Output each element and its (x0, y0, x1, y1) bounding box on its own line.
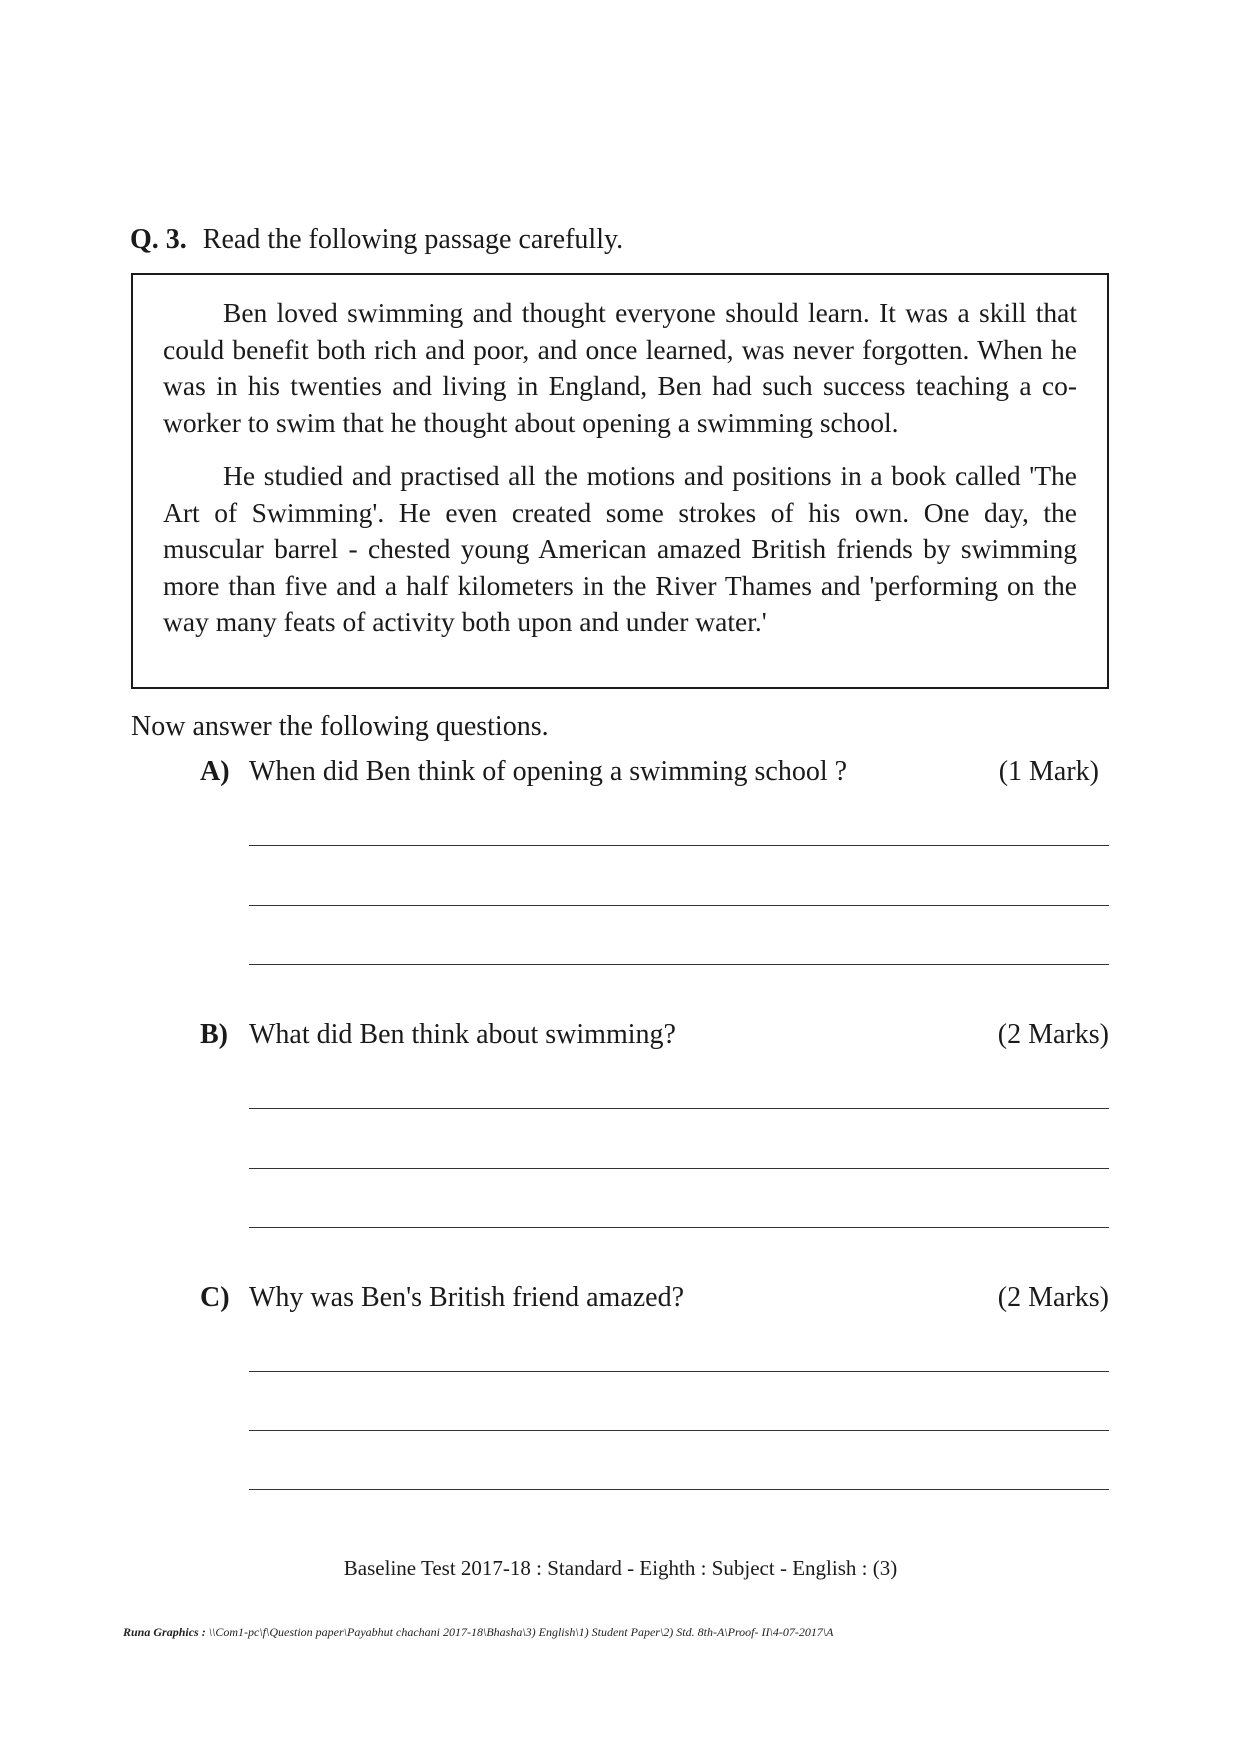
passage-paragraph-1: Ben loved swimming and thought everyone should learn. It was a skill that could benefit both rich and poor, and once learned, was never forgotten. When he was in his twenties and living in England, Ben had such success teaching a co-worker to swim that he thought about opening a swimming school. (163, 297, 1077, 438)
sub-question-text: When did Ben think of opening a swimming school ? (249, 756, 848, 787)
answer-line-b2[interactable] (249, 1168, 1109, 1169)
question-heading (130, 224, 623, 256)
answer-line-a2[interactable] (249, 905, 1109, 906)
sub-question-marks: (2 Marks) (997, 1282, 1109, 1313)
answer-line-c1[interactable] (249, 1371, 1109, 1372)
sub-question-a (200, 756, 1109, 796)
sub-question-text: Why was Ben's British friend amazed? (249, 1282, 685, 1313)
answer-line-a3[interactable] (249, 964, 1109, 965)
sub-question-label: B) (200, 1019, 228, 1050)
page-footer: Baseline Test 2017-18 : Standard - Eighth : Subject - English : (3) (343, 1556, 898, 1580)
answer-instruction: Now answer the following questions. (131, 711, 549, 742)
answer-line-b3[interactable] (249, 1227, 1109, 1228)
sub-question-text: What did Ben think about swimming? (249, 1019, 676, 1050)
sub-question-b (200, 1019, 1109, 1059)
sub-question-c (200, 1282, 1109, 1322)
answer-line-b1[interactable] (249, 1108, 1109, 1109)
credit-path: \\Com1-pc\f\Question paper\Payabhut chachani 2017-18\Bhasha\3) English\1) Student Paper\2) Std. 8th-A\Proof- II\4-07-2017\A (208, 1625, 834, 1639)
sub-question-marks: (2 Marks) (997, 1019, 1109, 1050)
answer-line-c2[interactable] (249, 1430, 1109, 1431)
sub-question-marks: (1 Mark) (998, 756, 1099, 787)
sub-question-label: C) (200, 1282, 230, 1313)
answer-line-c3[interactable] (249, 1489, 1109, 1490)
question-number: Q. 3. (130, 224, 187, 255)
sub-question-label: A) (200, 756, 230, 787)
question-instruction: Read the following passage carefully. (202, 224, 624, 255)
print-credit (123, 1625, 834, 1640)
passage-box (131, 273, 1109, 689)
answer-line-a1[interactable] (249, 845, 1109, 846)
credit-name: Runa Graphics : (123, 1625, 206, 1639)
passage-paragraph-2: He studied and practised all the motions and positions in a book called 'The Art of Swimming'. He even created some strokes of his own. One day, the muscular barrel - chested young American amazed British friends by swimming more than five and a half kilometers in the River Thames and 'performing on the way many feats of activity both upon and under water.' (163, 460, 1077, 637)
